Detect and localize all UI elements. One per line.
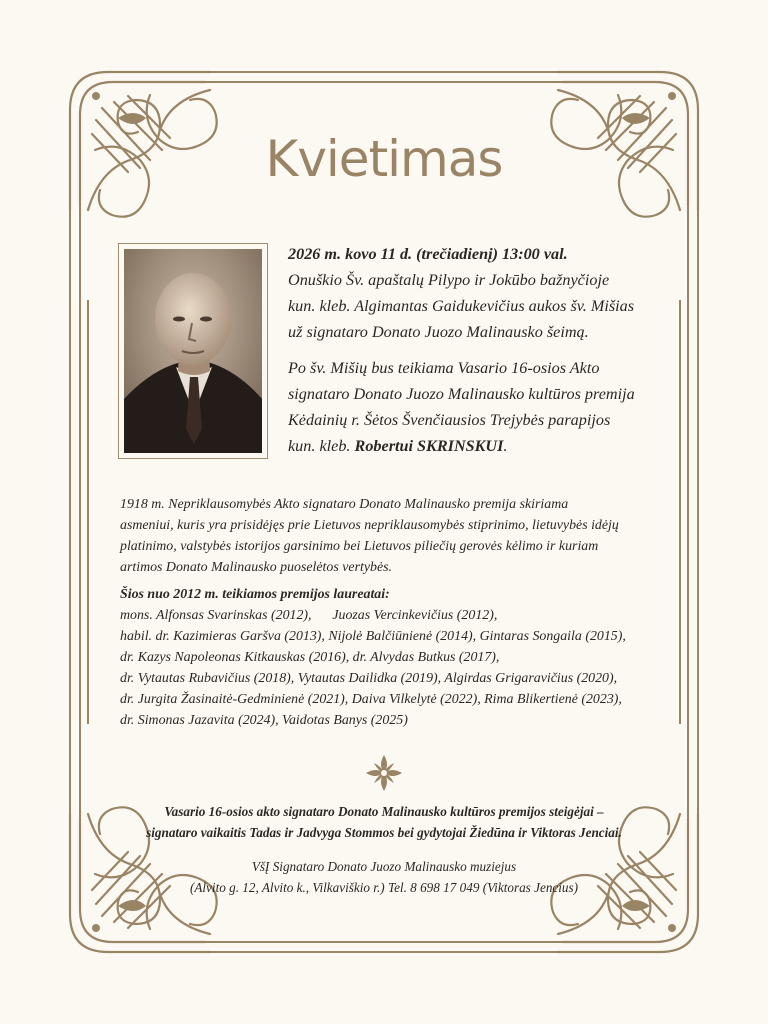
award-description	[120, 494, 680, 731]
recipient-name: Robertui SKRINSKUI	[354, 437, 504, 455]
flower-ornament-icon	[366, 755, 402, 791]
award-recipient: kun. kleb. Robertui SKRINSKUI.	[288, 437, 508, 455]
description-line: platinimo, valstybės istorijos garsinimo bei Lietuvos piliečių gerovės kėlimo ir kuriam	[120, 539, 599, 554]
award-line: Po šv. Mišių bus teikiama Vasario 16-osios Akto	[288, 359, 600, 377]
laureates-line: dr. Simonas Jazavita (2024), Vaidotas Banys (2025)	[120, 713, 408, 728]
award-line: Kėdainių r. Šėtos Švenčiausios Trejybės parapijos	[288, 411, 611, 429]
museum-name: VšĮ Signataro Donato Juozo Malinausko muziejus	[251, 859, 517, 874]
founders-line: Vasario 16-osios akto signataro Donato Malinausko kultūros premijos steigėjai –	[164, 804, 604, 819]
portrait-frame	[118, 243, 268, 459]
page-title: Kvietimas	[265, 130, 503, 188]
founders-note	[0, 801, 768, 843]
portrait-photo	[124, 249, 262, 453]
museum-contact	[0, 856, 768, 898]
event-line: kun. kleb. Algimantas Gaidukevičius aukos šv. Mišias	[288, 297, 635, 315]
description-line: asmeniui, kuris yra prisidėjęs prie Lietuvos nepriklausomybės stiprinimo, lietuvybės idėjų	[120, 518, 619, 533]
laureates-line: mons. Alfonsas Svarinskas (2012), Juozas Vercinkevičius (2012),	[120, 608, 498, 623]
event-date-time: 2026 m. kovo 11 d. (trečiadienį) 13:00 val.	[288, 245, 568, 263]
laureates-line: habil. dr. Kazimieras Garšva (2013), Nijolė Balčiūnienė (2014), Gintaras Songaila (2015),	[120, 629, 626, 644]
event-line: Onuškio Šv. apaštalų Pilypo ir Jokūbo bažnyčioje	[288, 271, 610, 289]
description-line: artimos Donato Malinausko puoselėtos vertybės.	[120, 560, 392, 575]
event-line: už signataro Donato Juozo Malinausko šeimą.	[288, 323, 589, 341]
museum-address: (Alvito g. 12, Alvito k., Vilkaviškio r.) Tel. 8 698 17 049 (Viktoras Jencius)	[189, 880, 579, 895]
laureates-heading: Šios nuo 2012 m. teikiamos premijos laureatai:	[120, 587, 390, 602]
laureates-line: dr. Vytautas Rubavičius (2018), Vytautas Dailidka (2019), Algirdas Grigaravičius (2020),	[120, 671, 618, 686]
description-line: 1918 m. Nepriklausomybės Akto signataro Donato Malinausko premija skiriama	[120, 497, 569, 512]
laureates-line: dr. Kazys Napoleonas Kitkauskas (2016), dr. Alvydas Butkus (2017),	[120, 650, 500, 665]
event-details	[288, 241, 688, 459]
founders-line: signataro vaikaitis Tadas ir Jadvyga Stommos bei gydytojai Žiedūna ir Viktoras Jenciai.	[146, 825, 622, 840]
laureates-line: dr. Jurgita Žasinaitė-Gedminienė (2021), Daiva Vilkelytė (2022), Rima Blikertienė (2023),	[120, 692, 622, 707]
award-line: signataro Donato Juozo Malinausko kultūros premija	[288, 385, 635, 403]
